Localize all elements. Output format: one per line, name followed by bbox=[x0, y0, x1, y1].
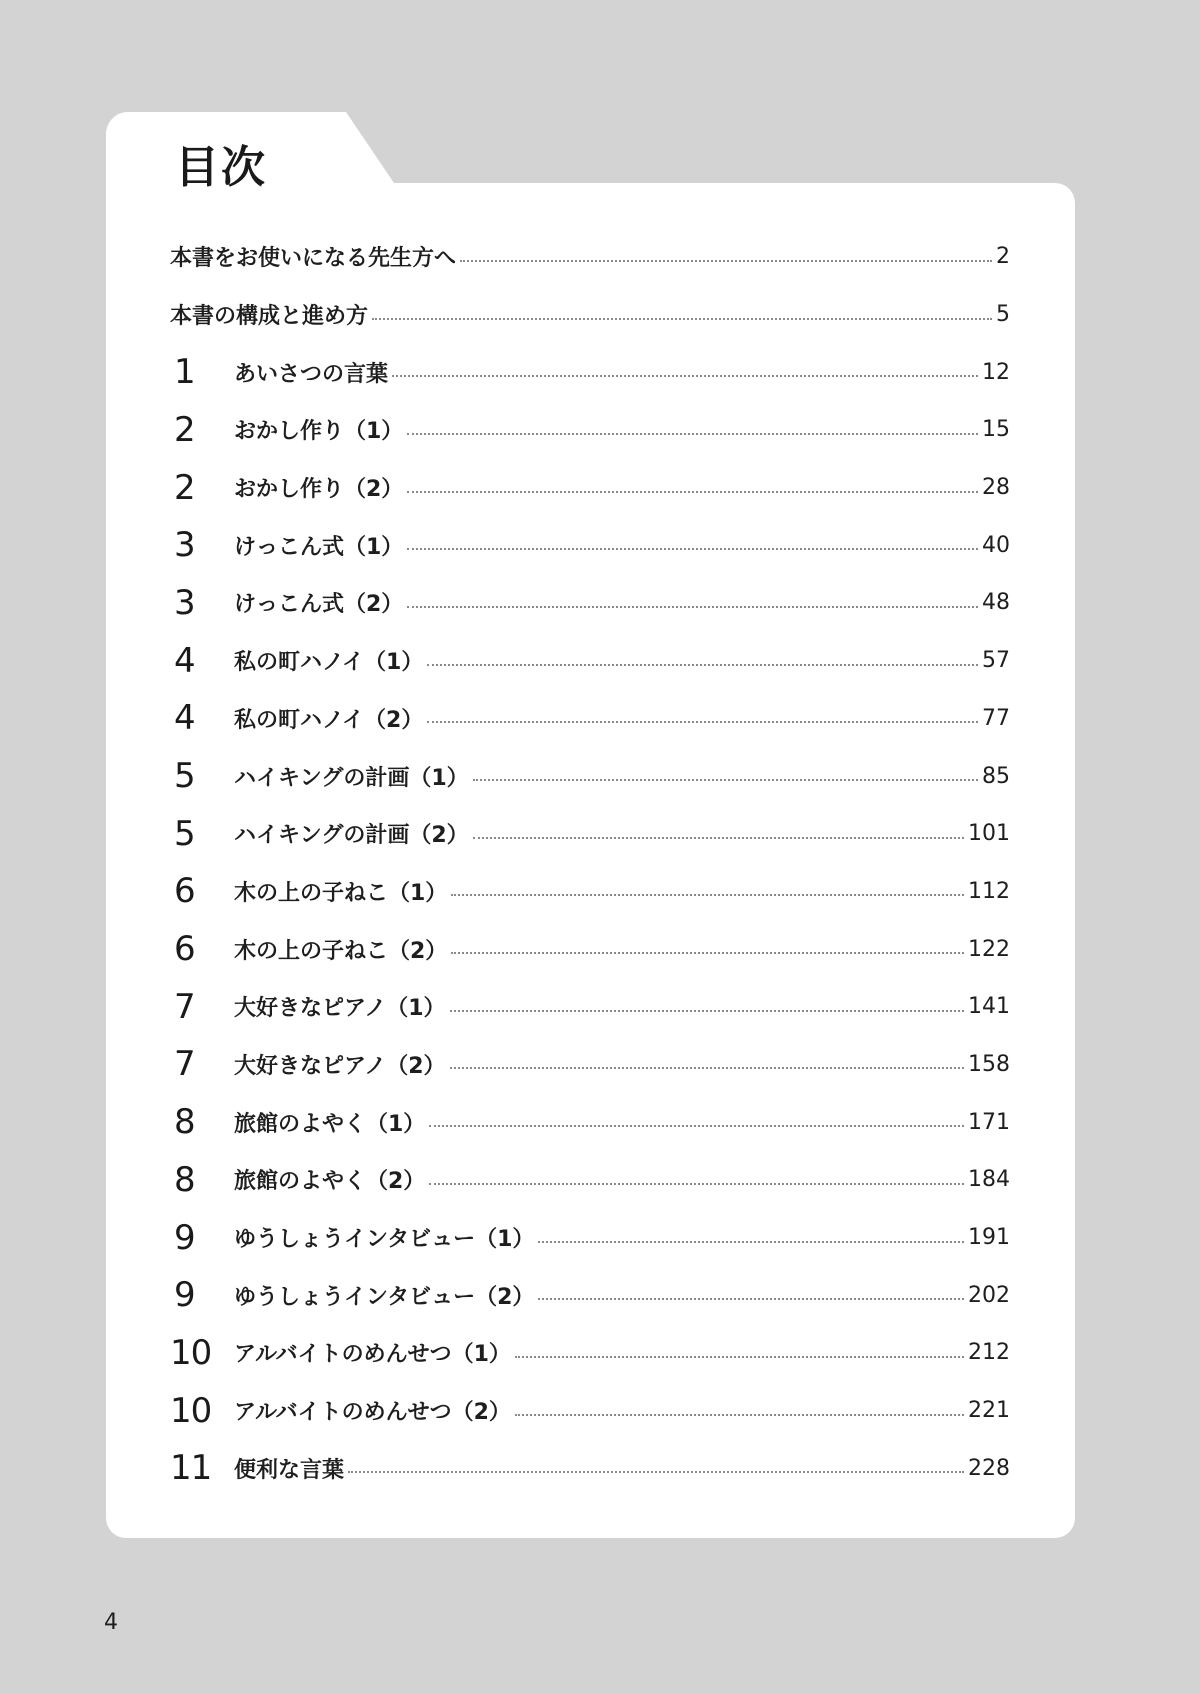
toc-chapter-row[interactable] bbox=[170, 920, 1010, 978]
toc-entry-title: おかし作り（1） bbox=[234, 419, 404, 445]
dot-leader bbox=[407, 606, 978, 608]
toc-intro-row[interactable] bbox=[170, 228, 1010, 286]
dot-leader bbox=[372, 318, 992, 320]
toc-page-number: 221 bbox=[968, 1398, 1010, 1424]
toc-entry-title: 本書をお使いになる先生方へ bbox=[170, 246, 457, 272]
toc-entry-title: 本書の構成と進め方 bbox=[170, 304, 369, 330]
chapter-number: 3 bbox=[174, 582, 196, 623]
toc-entry-title: 木の上の子ねこ（2） bbox=[234, 938, 448, 964]
dot-leader bbox=[473, 779, 978, 781]
toc-chapter-row[interactable] bbox=[170, 516, 1010, 574]
toc-page-number: 85 bbox=[982, 763, 1010, 789]
toc-entry-title: 私の町ハノイ（1） bbox=[234, 650, 424, 676]
toc-entry-title: アルバイトのめんせつ（1） bbox=[234, 1342, 511, 1368]
dot-leader bbox=[407, 491, 978, 493]
toc-entry-title: 大好きなピアノ（2） bbox=[234, 1053, 446, 1079]
dot-leader bbox=[407, 548, 978, 550]
toc-chapter-row[interactable] bbox=[170, 690, 1010, 748]
dot-leader bbox=[460, 260, 992, 262]
dot-leader bbox=[429, 1183, 964, 1185]
toc-chapter-row[interactable] bbox=[170, 632, 1010, 690]
chapter-number: 9 bbox=[174, 1275, 196, 1316]
toc-page-number: 15 bbox=[982, 417, 1010, 443]
toc-page-number: 77 bbox=[982, 705, 1010, 731]
chapter-number: 10 bbox=[170, 1390, 212, 1431]
toc-entry-title: あいさつの言葉 bbox=[234, 361, 389, 387]
chapter-number: 6 bbox=[174, 871, 196, 912]
chapter-number: 8 bbox=[174, 1159, 196, 1200]
dot-leader bbox=[392, 375, 978, 377]
chapter-number: 9 bbox=[174, 1217, 196, 1258]
toc-page-number: 184 bbox=[968, 1167, 1010, 1193]
toc-entry-title: 木の上の子ねこ（1） bbox=[234, 880, 448, 906]
toc-chapter-row[interactable] bbox=[170, 1151, 1010, 1209]
toc-chapter-row[interactable] bbox=[170, 863, 1010, 921]
chapter-number: 5 bbox=[174, 813, 196, 854]
chapter-number: 1 bbox=[174, 352, 196, 393]
chapter-number: 10 bbox=[170, 1332, 212, 1373]
toc-chapter-row[interactable] bbox=[170, 1324, 1010, 1382]
toc-page-number: 228 bbox=[968, 1455, 1010, 1481]
toc-entry-title: 旅館のよやく（1） bbox=[234, 1111, 426, 1137]
dot-leader bbox=[429, 1125, 964, 1127]
dot-leader bbox=[450, 1067, 964, 1069]
toc-chapter-row[interactable] bbox=[170, 1093, 1010, 1151]
chapter-number: 11 bbox=[170, 1448, 212, 1489]
dot-leader bbox=[427, 721, 978, 723]
toc-entry-title: ゆうしょうインタビュー（2） bbox=[234, 1284, 535, 1310]
dot-leader bbox=[450, 1010, 964, 1012]
dot-leader bbox=[538, 1298, 964, 1300]
chapter-number: 8 bbox=[174, 1102, 196, 1143]
toc-entry-title: 大好きなピアノ（1） bbox=[234, 996, 446, 1022]
toc-entry-title: 便利な言葉 bbox=[234, 1457, 345, 1483]
toc-chapter-row[interactable] bbox=[170, 1209, 1010, 1267]
dot-leader bbox=[451, 894, 964, 896]
toc-page-number: 12 bbox=[982, 359, 1010, 385]
dot-leader bbox=[451, 952, 964, 954]
toc-entry-title: 旅館のよやく（2） bbox=[234, 1169, 426, 1195]
chapter-number: 2 bbox=[174, 409, 196, 450]
toc-entry-title: アルバイトのめんせつ（2） bbox=[234, 1400, 511, 1426]
chapter-number: 2 bbox=[174, 467, 196, 508]
toc-entry-title: ゆうしょうインタビュー（1） bbox=[234, 1227, 535, 1253]
toc-chapter-row[interactable] bbox=[170, 1439, 1010, 1497]
toc-chapter-row[interactable] bbox=[170, 978, 1010, 1036]
page-number: 4 bbox=[104, 1610, 118, 1635]
toc-page-number: 101 bbox=[968, 821, 1010, 847]
toc-intro-row[interactable] bbox=[170, 286, 1010, 344]
toc-entry-title: 私の町ハノイ（2） bbox=[234, 707, 424, 733]
toc-entry-title: けっこん式（2） bbox=[234, 592, 404, 618]
chapter-number: 4 bbox=[174, 698, 196, 739]
chapter-number: 6 bbox=[174, 929, 196, 970]
toc-page-number: 2 bbox=[996, 244, 1010, 270]
toc-page-number: 112 bbox=[968, 878, 1010, 904]
toc-page-number: 171 bbox=[968, 1109, 1010, 1135]
page-title: 目次 bbox=[175, 142, 267, 193]
toc-page-number: 191 bbox=[968, 1225, 1010, 1251]
table-of-contents bbox=[170, 228, 1010, 1497]
toc-chapter-row[interactable] bbox=[170, 574, 1010, 632]
dot-leader bbox=[348, 1471, 964, 1473]
toc-entry-title: おかし作り（2） bbox=[234, 477, 404, 503]
toc-page-number: 28 bbox=[982, 475, 1010, 501]
chapter-number: 5 bbox=[174, 756, 196, 797]
toc-chapter-row[interactable] bbox=[170, 459, 1010, 517]
toc-chapter-row[interactable] bbox=[170, 1382, 1010, 1440]
toc-page-number: 122 bbox=[968, 936, 1010, 962]
dot-leader bbox=[427, 664, 978, 666]
toc-chapter-row[interactable] bbox=[170, 343, 1010, 401]
toc-chapter-row[interactable] bbox=[170, 747, 1010, 805]
toc-page-number: 141 bbox=[968, 994, 1010, 1020]
toc-chapter-row[interactable] bbox=[170, 1036, 1010, 1094]
dot-leader bbox=[515, 1356, 964, 1358]
chapter-number: 7 bbox=[174, 986, 196, 1027]
toc-entry-title: ハイキングの計画（1） bbox=[234, 765, 469, 791]
toc-page-number: 40 bbox=[982, 532, 1010, 558]
toc-page-number: 57 bbox=[982, 648, 1010, 674]
toc-page-number: 212 bbox=[968, 1340, 1010, 1366]
chapter-number: 3 bbox=[174, 525, 196, 566]
toc-entry-title: けっこん式（1） bbox=[234, 534, 404, 560]
toc-page-number: 5 bbox=[996, 302, 1010, 328]
toc-chapter-row[interactable] bbox=[170, 1266, 1010, 1324]
toc-entry-title: ハイキングの計画（2） bbox=[234, 823, 469, 849]
toc-page-number: 48 bbox=[982, 590, 1010, 616]
chapter-number: 7 bbox=[174, 1044, 196, 1085]
dot-leader bbox=[538, 1241, 964, 1243]
toc-page-number: 202 bbox=[968, 1282, 1010, 1308]
chapter-number: 4 bbox=[174, 640, 196, 681]
toc-chapter-row[interactable] bbox=[170, 401, 1010, 459]
dot-leader bbox=[473, 837, 964, 839]
toc-chapter-row[interactable] bbox=[170, 805, 1010, 863]
toc-page-number: 158 bbox=[968, 1051, 1010, 1077]
dot-leader bbox=[515, 1414, 964, 1416]
dot-leader bbox=[407, 433, 978, 435]
